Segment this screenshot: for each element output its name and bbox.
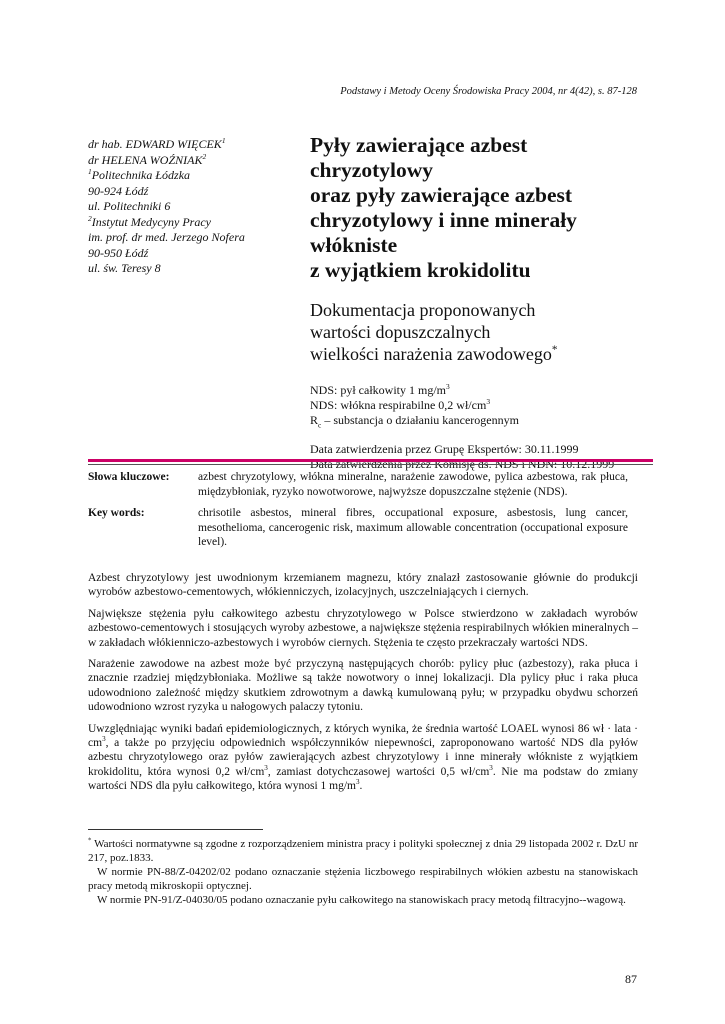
paragraph-3: Narażenie zawodowe na azbest może być przyczyną następujących chorób: pylicy płuc (azbestozy), raka płuca i znacznie rzadziej międzybłoniaka. Możliwe są także nowotwory o innej lokalizacji. Dla pylicy płuc i raka płuca udowodniono zależność między skutkiem zdrowotnym a dawką kumulowaną pyłu; w przypadku obydwu schorzeń udowodniono wzrost ryzyka u nałogowych palaczy tytoniu. [88,658,638,714]
footnote-separator [88,829,263,830]
affiliation-1-name: $^1$Politechnika Łódzka [88,167,191,182]
paper-title: Pyły zawierające azbest chryzotylowy oraz pyły zawierające azbest chryzotylowy i inne minerały włókniste z wyjątkiem krokidolitu [310,133,577,282]
paragraph-2: Największe stężenia pyłu całkowitego azbestu chryzotylowego w Polsce stwierdzono w zakładach wyrobów azbestowo-cementowych i stosujących wyroby azbestowe, a największe stężenia respirabilnych włókien mineralnych – w zakładach włókienniczo-azbestowych i wyrobów ciernych. Stężenia te często przekraczały wartości NDS. [88,607,638,649]
keywords-polish-label: Słowa kluczowe: [88,471,170,483]
author-2: dr HELENA WOŹNIAK$^2$ [88,151,207,167]
paper-subtitle: Dokumentacja proponowanych wartości dopuszczalnych wielkości narażenia zawodowego* [310,300,558,364]
title-block [310,133,655,471]
footnote-1: * Wartości normatywne są zgodne z rozporządzeniem ministra pracy i polityki społecznej z dnia 29 listopada 2002 r. DzU nr 217, poz.1833. [88,837,638,864]
thin-divider [88,464,653,465]
nds-total-dust: NDS: pył całkowity 1 $mg/m^3$ [310,382,450,397]
footnote-3: W normie PN-91/Z-04030/05 podano oznaczanie pyłu całkowitego na stanowiskach pracy metodą filtracyjno--wagową. [97,894,626,906]
abstract-body [88,571,638,801]
footnote-2: W normie PN-88/Z-04202/02 podano oznaczanie stężenia liczbowego respirabilnych włókien azbestu na stanowiskach pracy metodą mikroskopii optycznej. [88,866,638,892]
approval-dates [310,442,655,471]
author-block [88,137,298,277]
affiliation-2-full: im. prof. dr med. Jerzego Nofera [88,230,245,244]
paragraph-4: Uwzględniając wyniki badań epidemiologicznych, z których wynika, że średnia wartość LOAEL wynosi 86 wł · lata · $cm^3$, a także po przyjęciu odpowiednich współczynników niepewności, zaproponowano wartość NDS dla pyłów azbestu chryzotylowego oraz pyłów zawierających azbest chryzotylowy i inne minerały włókniste z wyjątkiem krokidolitu, która wynosi 0,2 $wł/cm^3$, zamiast dotychczasowej wartości 0,5 $wł/cm^3$. Nie ma podstaw do zmiany wartości NDS dla pyłu całkowitego, która wynosi 1 $mg/m^3$. [88,722,638,793]
affiliation-2-street: ul. św. Teresy 8 [88,261,161,275]
page-number: 87 [625,972,637,986]
affiliation-2-name: $^2$Instytut Medycyny Pracy [88,213,211,229]
journal-citation: Podstawy i Metody Oceny Środowiska Pracy 2004, nr 4(42), s. 87-128 [340,86,637,97]
keywords-polish-text: azbest chryzotylowy, włókna mineralne, narażenie zawodowe, pylica azbestowa, rak płuca, międzybłoniak, ryzyko nowotworowe, najwyższe dopuszczalne stężenie (NDS). [198,471,628,498]
accent-divider [88,459,653,462]
affiliation-2-city: 90-950 Łódź [88,245,149,260]
nds-respirable-fibres: NDS: włókna respirabilne 0,2 $wł/cm^3$ [310,397,491,412]
affiliation-1-city: 90-924 Łódź [88,183,149,198]
nds-values [310,383,655,428]
footnotes [88,837,638,907]
keywords-english-label: Key words: [88,507,145,519]
carcinogen-note: $R_c$ – substancja o działaniu kancerogennym [310,413,519,430]
affiliation-1-street: ul. Politechniki 6 [88,199,171,213]
paragraph-1: Azbest chryzotylowy jest uwodnionym krzemianem magnezu, który znalazł zastosowanie głównie do produkcji wyrobów azbestowo-cementowych, włókienniczych, izolacyjnych, uszczelniających i ciernych. [88,572,638,599]
approval-date-experts: Data zatwierdzenia przez Grupę Ekspertów: 30.11.1999 [310,442,579,456]
keywords-english-text: chrisotile asbestos, mineral fibres, occupational exposure, asbestosis, lung cancer, mesothelioma, cancerogenic risk, maximum allowable concentration (occupational exposure level). [198,507,628,548]
author-1: dr hab. EDWARD WIĘCEK$^1$ [88,136,226,151]
